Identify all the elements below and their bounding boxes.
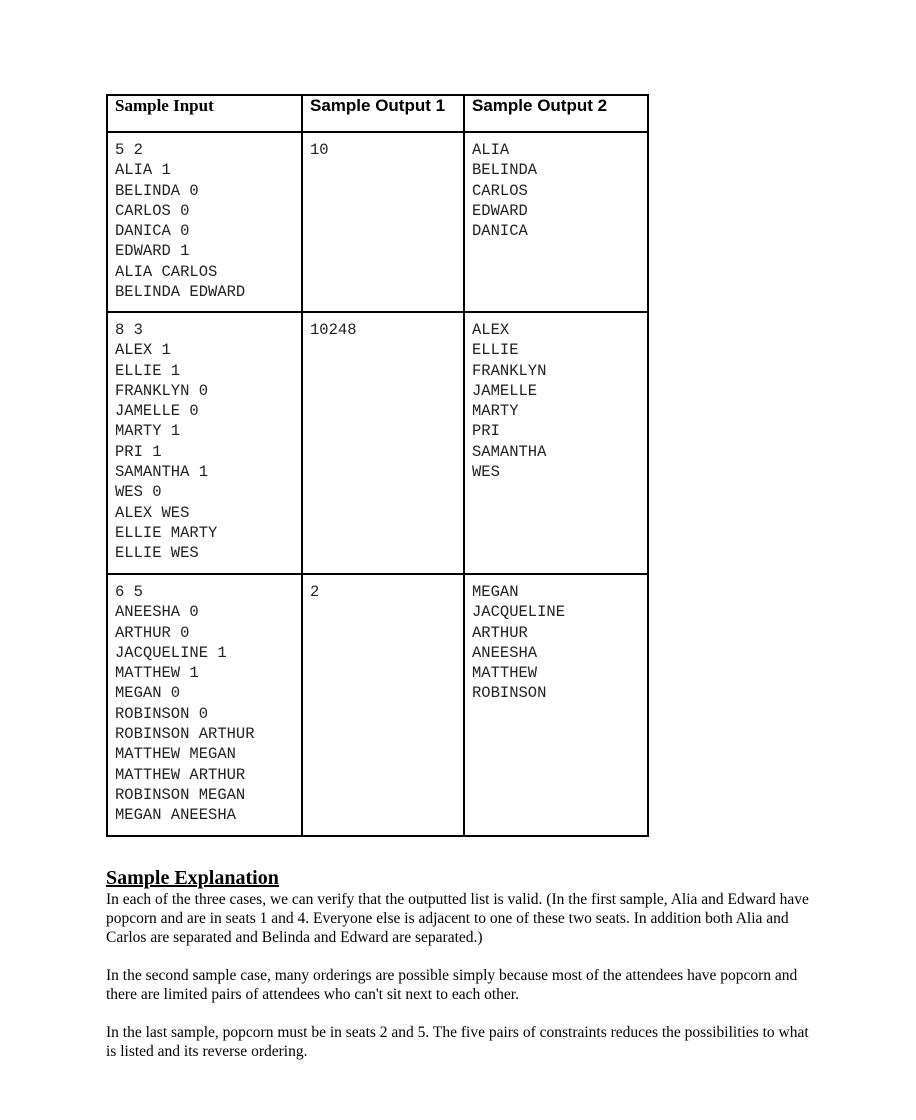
- cell-line: BELINDA 0: [115, 181, 199, 200]
- cell-line: WES: [472, 463, 500, 482]
- cell-line: ELLIE MARTY: [115, 523, 218, 542]
- cell-line: BELINDA: [472, 161, 538, 180]
- cell-line: ELLIE: [472, 341, 519, 360]
- cell-line: MATTHEW: [472, 664, 538, 683]
- cell-line: PRI: [472, 422, 500, 441]
- cell-line: MEGAN ANEESHA: [115, 806, 236, 825]
- sample-output-1-cell: [302, 132, 464, 312]
- cell-line: ANEESHA 0: [115, 603, 199, 622]
- cell-line: SAMANTHA: [472, 442, 547, 461]
- explanation-paragraph: In each of the three cases, we can verify that the outputted list is valid. (In the first sample, Alia and Edward have popcorn and are in seats 1 and 4. Everyone else is adjacent to one of these two seats. In addition both Alia and Carlos are separated and Belinda and Edward are separated.): [106, 891, 809, 946]
- sample-output-2-cell: [464, 312, 648, 574]
- cell-line: JACQUELINE 1: [115, 643, 227, 662]
- cell-line: ELLIE WES: [115, 544, 199, 563]
- cell-line: JAMELLE 0: [115, 402, 199, 421]
- cell-line: FRANKLYN 0: [115, 381, 209, 400]
- cell-line: PRI 1: [115, 442, 162, 461]
- cell-line: ALEX: [472, 321, 510, 339]
- cell-line: ALIA: [472, 141, 510, 159]
- sample-input-cell: [107, 132, 302, 312]
- cell-line: 6 5: [115, 583, 143, 601]
- sample-explanation-section: [106, 866, 818, 1080]
- cell-line: MEGAN 0: [115, 684, 181, 703]
- table-row: [107, 312, 648, 574]
- cell-line: MATTHEW 1: [115, 664, 199, 683]
- sample-input-cell: [107, 574, 302, 836]
- cell-line: MATTHEW MEGAN: [115, 745, 236, 764]
- header-sample-output-1: Sample Output 1: [302, 95, 464, 132]
- cell-line: ELLIE 1: [115, 361, 181, 380]
- cell-line: DANICA: [472, 222, 528, 241]
- cell-line: ALIA CARLOS: [115, 262, 218, 281]
- sample-output-2-cell: [464, 132, 648, 312]
- cell-line: ROBINSON ARTHUR: [115, 725, 255, 744]
- cell-line: MATTHEW ARTHUR: [115, 765, 246, 784]
- cell-line: 10: [310, 141, 329, 159]
- table-row: [107, 574, 648, 836]
- sample-output-1-cell: [302, 312, 464, 574]
- sample-output-1-cell: [302, 574, 464, 836]
- cell-line: 10248: [310, 321, 357, 339]
- cell-line: FRANKLYN: [472, 361, 547, 380]
- header-sample-output-2: Sample Output 2: [464, 95, 648, 132]
- cell-line: 2: [310, 583, 320, 601]
- sample-input-cell: [107, 312, 302, 574]
- cell-line: MARTY: [472, 402, 519, 421]
- cell-line: EDWARD 1: [115, 242, 190, 261]
- cell-line: ALEX 1: [115, 341, 171, 360]
- cell-line: CARLOS 0: [115, 201, 190, 220]
- sample-output-2-cell: [464, 574, 648, 836]
- explanation-paragraph: In the last sample, popcorn must be in seats 2 and 5. The five pairs of constraints reduces the possibilities to what is listed and its reverse ordering.: [106, 1024, 809, 1060]
- cell-line: 8 3: [115, 321, 143, 339]
- cell-line: ROBINSON 0: [115, 704, 209, 723]
- cell-line: WES 0: [115, 483, 162, 502]
- cell-line: JAMELLE: [472, 381, 538, 400]
- cell-line: ARTHUR 0: [115, 623, 190, 642]
- cell-line: MEGAN: [472, 583, 519, 601]
- cell-line: ANEESHA: [472, 643, 538, 662]
- cell-line: ALEX WES: [115, 503, 190, 522]
- cell-line: JACQUELINE: [472, 603, 566, 622]
- cell-line: ROBINSON: [472, 684, 547, 703]
- cell-line: ALIA 1: [115, 161, 171, 180]
- cell-line: CARLOS: [472, 181, 528, 200]
- sample-table: [106, 94, 649, 837]
- cell-line: ARTHUR: [472, 623, 528, 642]
- cell-line: 5 2: [115, 141, 143, 159]
- cell-line: ROBINSON MEGAN: [115, 785, 246, 804]
- explanation-paragraph: In the second sample case, many orderings are possible simply because most of the attendees have popcorn and there are limited pairs of attendees who can't sit next to each other.: [106, 967, 798, 1003]
- cell-line: SAMANTHA 1: [115, 463, 209, 482]
- section-title: Sample Explanation: [106, 867, 279, 889]
- table-row: [107, 132, 648, 312]
- cell-line: BELINDA EDWARD: [115, 283, 246, 302]
- cell-line: MARTY 1: [115, 422, 181, 441]
- header-sample-input: Sample Input: [107, 95, 302, 132]
- cell-line: EDWARD: [472, 201, 528, 220]
- cell-line: DANICA 0: [115, 222, 190, 241]
